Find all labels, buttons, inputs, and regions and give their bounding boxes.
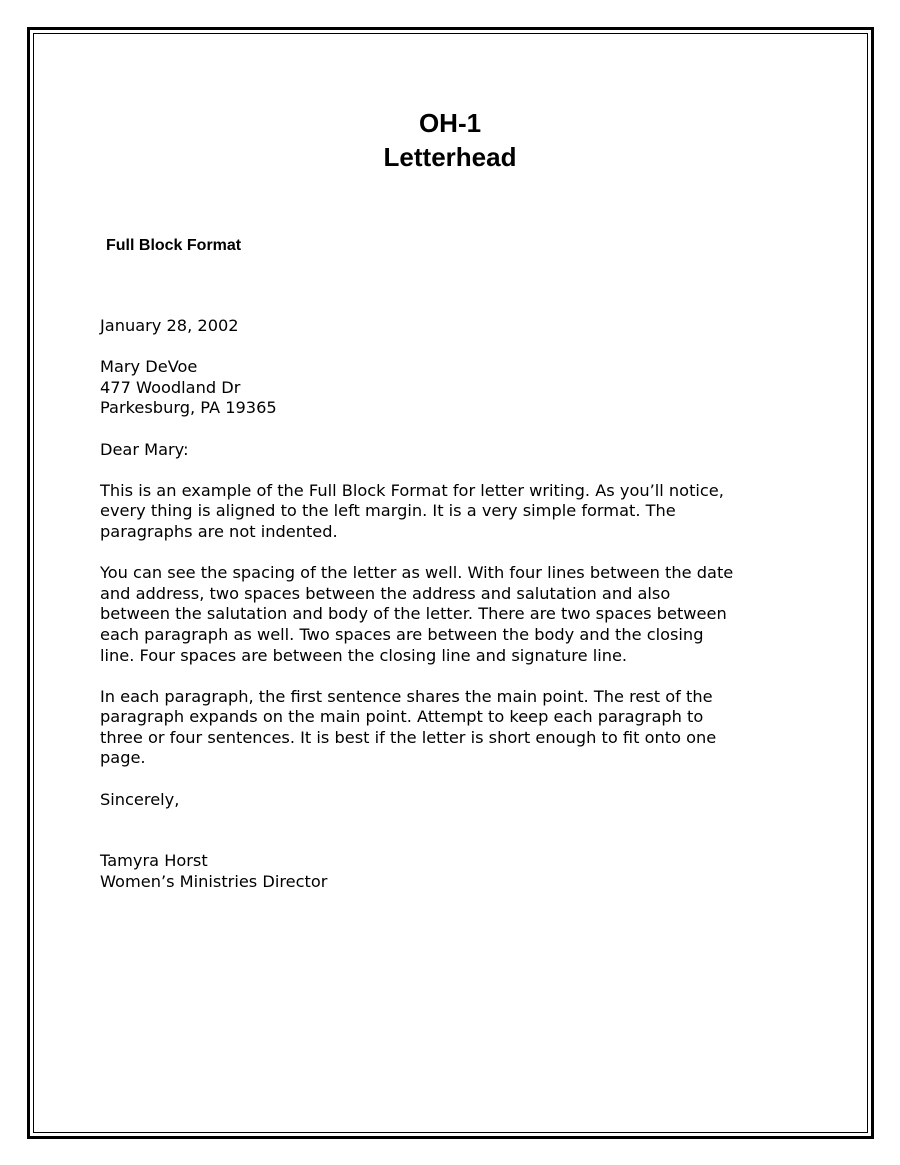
signature-title: Women’s Ministries Director (100, 872, 328, 892)
paragraph-line: three or four sentences. It is best if the letter is short enough to fit onto one (100, 727, 717, 747)
paragraph-1 (100, 481, 800, 543)
paragraph-line: each paragraph as well. Two spaces are between the body and the closing (100, 624, 704, 644)
address-line-name: Mary DeVoe (100, 357, 198, 377)
closing: Sincerely, (100, 789, 180, 809)
signature-name: Tamyra Horst (100, 851, 208, 871)
signature-block (100, 851, 800, 892)
paragraph-line: paragraphs are not indented. (100, 521, 338, 541)
paragraph-line: This is an example of the Full Block Format for letter writing. As you’ll notice, (100, 480, 724, 500)
letterhead-code: OH-1 (418, 108, 482, 138)
letter-date: January 28, 2002 (100, 316, 239, 335)
paragraph-line: line. Four spaces are between the closing line and signature line. (100, 645, 628, 665)
paragraph-3 (100, 687, 800, 769)
paragraph-line: every thing is aligned to the left margin. It is a very simple format. The (100, 501, 676, 521)
paragraph-line: You can see the spacing of the letter as well. With four lines between the date (100, 563, 734, 583)
paragraph-line: between the salutation and body of the letter. There are two spaces between (100, 604, 727, 624)
paragraph-line: page. (100, 748, 146, 768)
letterhead-title: Letterhead (383, 142, 517, 172)
paragraph-line: paragraph expands on the main point. Attempt to keep each paragraph to (100, 707, 704, 727)
letterhead (0, 106, 900, 174)
paragraph-2 (100, 563, 800, 666)
salutation: Dear Mary: (100, 439, 189, 459)
letter-body (100, 316, 800, 893)
address-line-city: Parkesburg, PA 19365 (100, 398, 277, 418)
paragraph-line: In each paragraph, the first sentence shares the main point. The rest of the (100, 686, 713, 706)
paragraph-line: and address, two spaces between the address and salutation and also (100, 583, 671, 603)
address-line-street: 477 Woodland Dr (100, 377, 241, 397)
recipient-address (100, 357, 800, 419)
format-label: Full Block Format (106, 237, 242, 254)
